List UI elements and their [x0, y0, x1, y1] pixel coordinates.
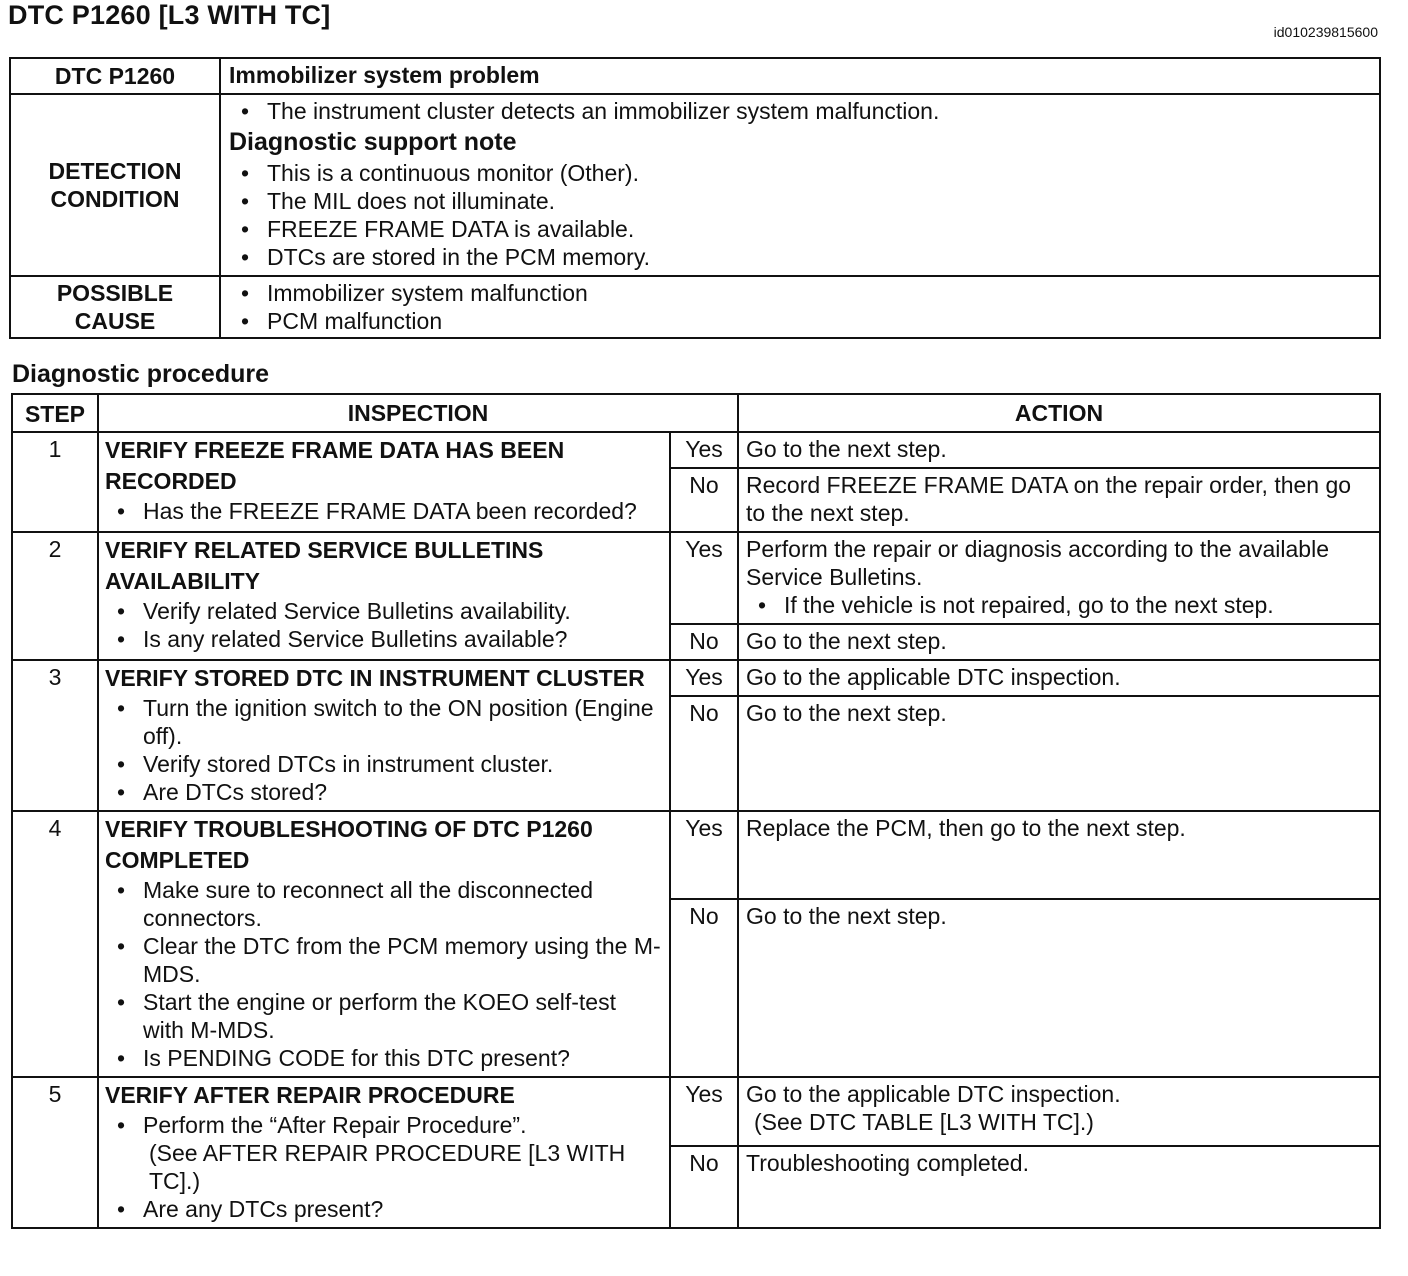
list-item: • Verify stored DTCs in instrument cluster. — [105, 750, 663, 778]
possible-cause-row — [10, 276, 1380, 338]
yes-action: Replace the PCM, then go to the next step. — [738, 811, 1380, 899]
step-number: 1 — [12, 432, 98, 532]
list-item: • FREEZE FRAME DATA is available. — [229, 215, 1371, 243]
list-item: • This is a continuous monitor (Other). — [229, 159, 1371, 187]
no-label: No — [670, 899, 738, 1077]
inspection-cell — [98, 660, 670, 811]
yes-action: Perform the repair or diagnosis according to the available Service Bulletins. — [746, 536, 1329, 590]
inspection-title: VERIFY STORED DTC IN INSTRUMENT CLUSTER — [105, 665, 645, 691]
no-action: Go to the next step. — [738, 899, 1380, 1077]
table-row — [12, 660, 1380, 696]
inspection-title: VERIFY RELATED SERVICE BULLETINS AVAILABILITY — [105, 537, 544, 594]
possible-cause-label: POSSIBLE CAUSE — [10, 276, 220, 338]
yes-label: Yes — [670, 432, 738, 468]
inspection-title: VERIFY FREEZE FRAME DATA HAS BEEN RECORDED — [105, 437, 565, 494]
section-title: Diagnostic procedure — [12, 360, 269, 388]
inspection-cell — [98, 432, 670, 532]
inspection-title: VERIFY AFTER REPAIR PROCEDURE — [105, 1082, 515, 1108]
list-item: • PCM malfunction — [229, 307, 1371, 335]
yes-action: Go to the applicable DTC inspection. — [746, 1081, 1121, 1107]
yes-action: Go to the next step. — [738, 432, 1380, 468]
list-item-text: • Perform the “After Repair Procedure”. — [143, 1112, 527, 1138]
yes-label: Yes — [670, 532, 738, 624]
step-number: 5 — [12, 1077, 98, 1228]
inspection-title: VERIFY TROUBLESHOOTING OF DTC P1260 COMPLETED — [105, 816, 593, 873]
step-number: 2 — [12, 532, 98, 660]
list-item: • The instrument cluster detects an immobilizer system malfunction. — [229, 97, 1371, 125]
detection-condition-label: DETECTION CONDITION — [10, 94, 220, 276]
inspection-cell — [98, 1077, 670, 1228]
yes-label: Yes — [670, 1077, 738, 1146]
list-item: • Verify related Service Bulletins availability. — [105, 597, 663, 625]
table-row — [12, 811, 1380, 899]
list-item-reference: (See AFTER REPAIR PROCEDURE [L3 WITH TC].) — [149, 1140, 626, 1194]
table-row — [12, 1077, 1380, 1146]
action-header: ACTION — [738, 394, 1380, 432]
list-item: • Make sure to reconnect all the disconnected connectors. — [105, 876, 663, 932]
possible-cause-content — [220, 276, 1380, 338]
dtc-code: DTC P1260 — [10, 58, 220, 94]
diagnostic-procedure-table — [11, 393, 1381, 1229]
no-action: Go to the next step. — [738, 696, 1380, 811]
list-item: • Turn the ignition switch to the ON position (Engine off). — [105, 694, 663, 750]
page-title: DTC P1260 [L3 WITH TC] — [8, 0, 331, 30]
document-id: id010239815600 — [1273, 24, 1378, 40]
yes-action-cell — [738, 1077, 1380, 1146]
list-item: • The MIL does not illuminate. — [229, 187, 1371, 215]
no-action: Record FREEZE FRAME DATA on the repair order, then go to the next step. — [738, 468, 1380, 532]
no-action: Troubleshooting completed. — [738, 1146, 1380, 1228]
list-item: • DTCs are stored in the PCM memory. — [229, 243, 1371, 271]
no-label: No — [670, 624, 738, 660]
dtc-header-row — [10, 58, 1380, 94]
inspection-header: INSPECTION — [98, 394, 738, 432]
inspection-cell — [98, 811, 670, 1077]
list-item: • Immobilizer system malfunction — [229, 279, 1371, 307]
yes-action-cell — [738, 532, 1380, 624]
yes-action: Go to the applicable DTC inspection. — [738, 660, 1380, 696]
table-header-row — [12, 394, 1380, 432]
table-row — [12, 532, 1380, 624]
detection-condition-content — [220, 94, 1380, 276]
no-label: No — [670, 696, 738, 811]
list-item: • Is PENDING CODE for this DTC present? — [105, 1044, 663, 1072]
no-label: No — [670, 468, 738, 532]
list-item: • Start the engine or perform the KOEO self-test with M-MDS. — [105, 988, 663, 1044]
step-number: 4 — [12, 811, 98, 1077]
table-row — [12, 432, 1380, 468]
detection-condition-row — [10, 94, 1380, 276]
list-item: • Clear the DTC from the PCM memory using the M-MDS. — [105, 932, 663, 988]
list-item: • Are any DTCs present? — [105, 1195, 663, 1223]
step-header: STEP — [12, 394, 98, 432]
no-label: No — [670, 1146, 738, 1228]
support-note-title: Diagnostic support note — [229, 128, 517, 156]
no-action: Go to the next step. — [738, 624, 1380, 660]
list-item: • If the vehicle is not repaired, go to the next step. — [746, 591, 1372, 619]
yes-label: Yes — [670, 660, 738, 696]
list-item — [105, 1111, 663, 1195]
dtc-summary-table — [9, 57, 1381, 339]
dtc-name: Immobilizer system problem — [220, 58, 1380, 94]
list-item: • Are DTCs stored? — [105, 778, 663, 806]
list-item: • Has the FREEZE FRAME DATA been recorded? — [105, 497, 663, 525]
yes-action-reference: (See DTC TABLE [L3 WITH TC].) — [754, 1109, 1094, 1135]
step-number: 3 — [12, 660, 98, 811]
inspection-cell — [98, 532, 670, 660]
yes-label: Yes — [670, 811, 738, 899]
list-item: • Is any related Service Bulletins available? — [105, 625, 663, 653]
